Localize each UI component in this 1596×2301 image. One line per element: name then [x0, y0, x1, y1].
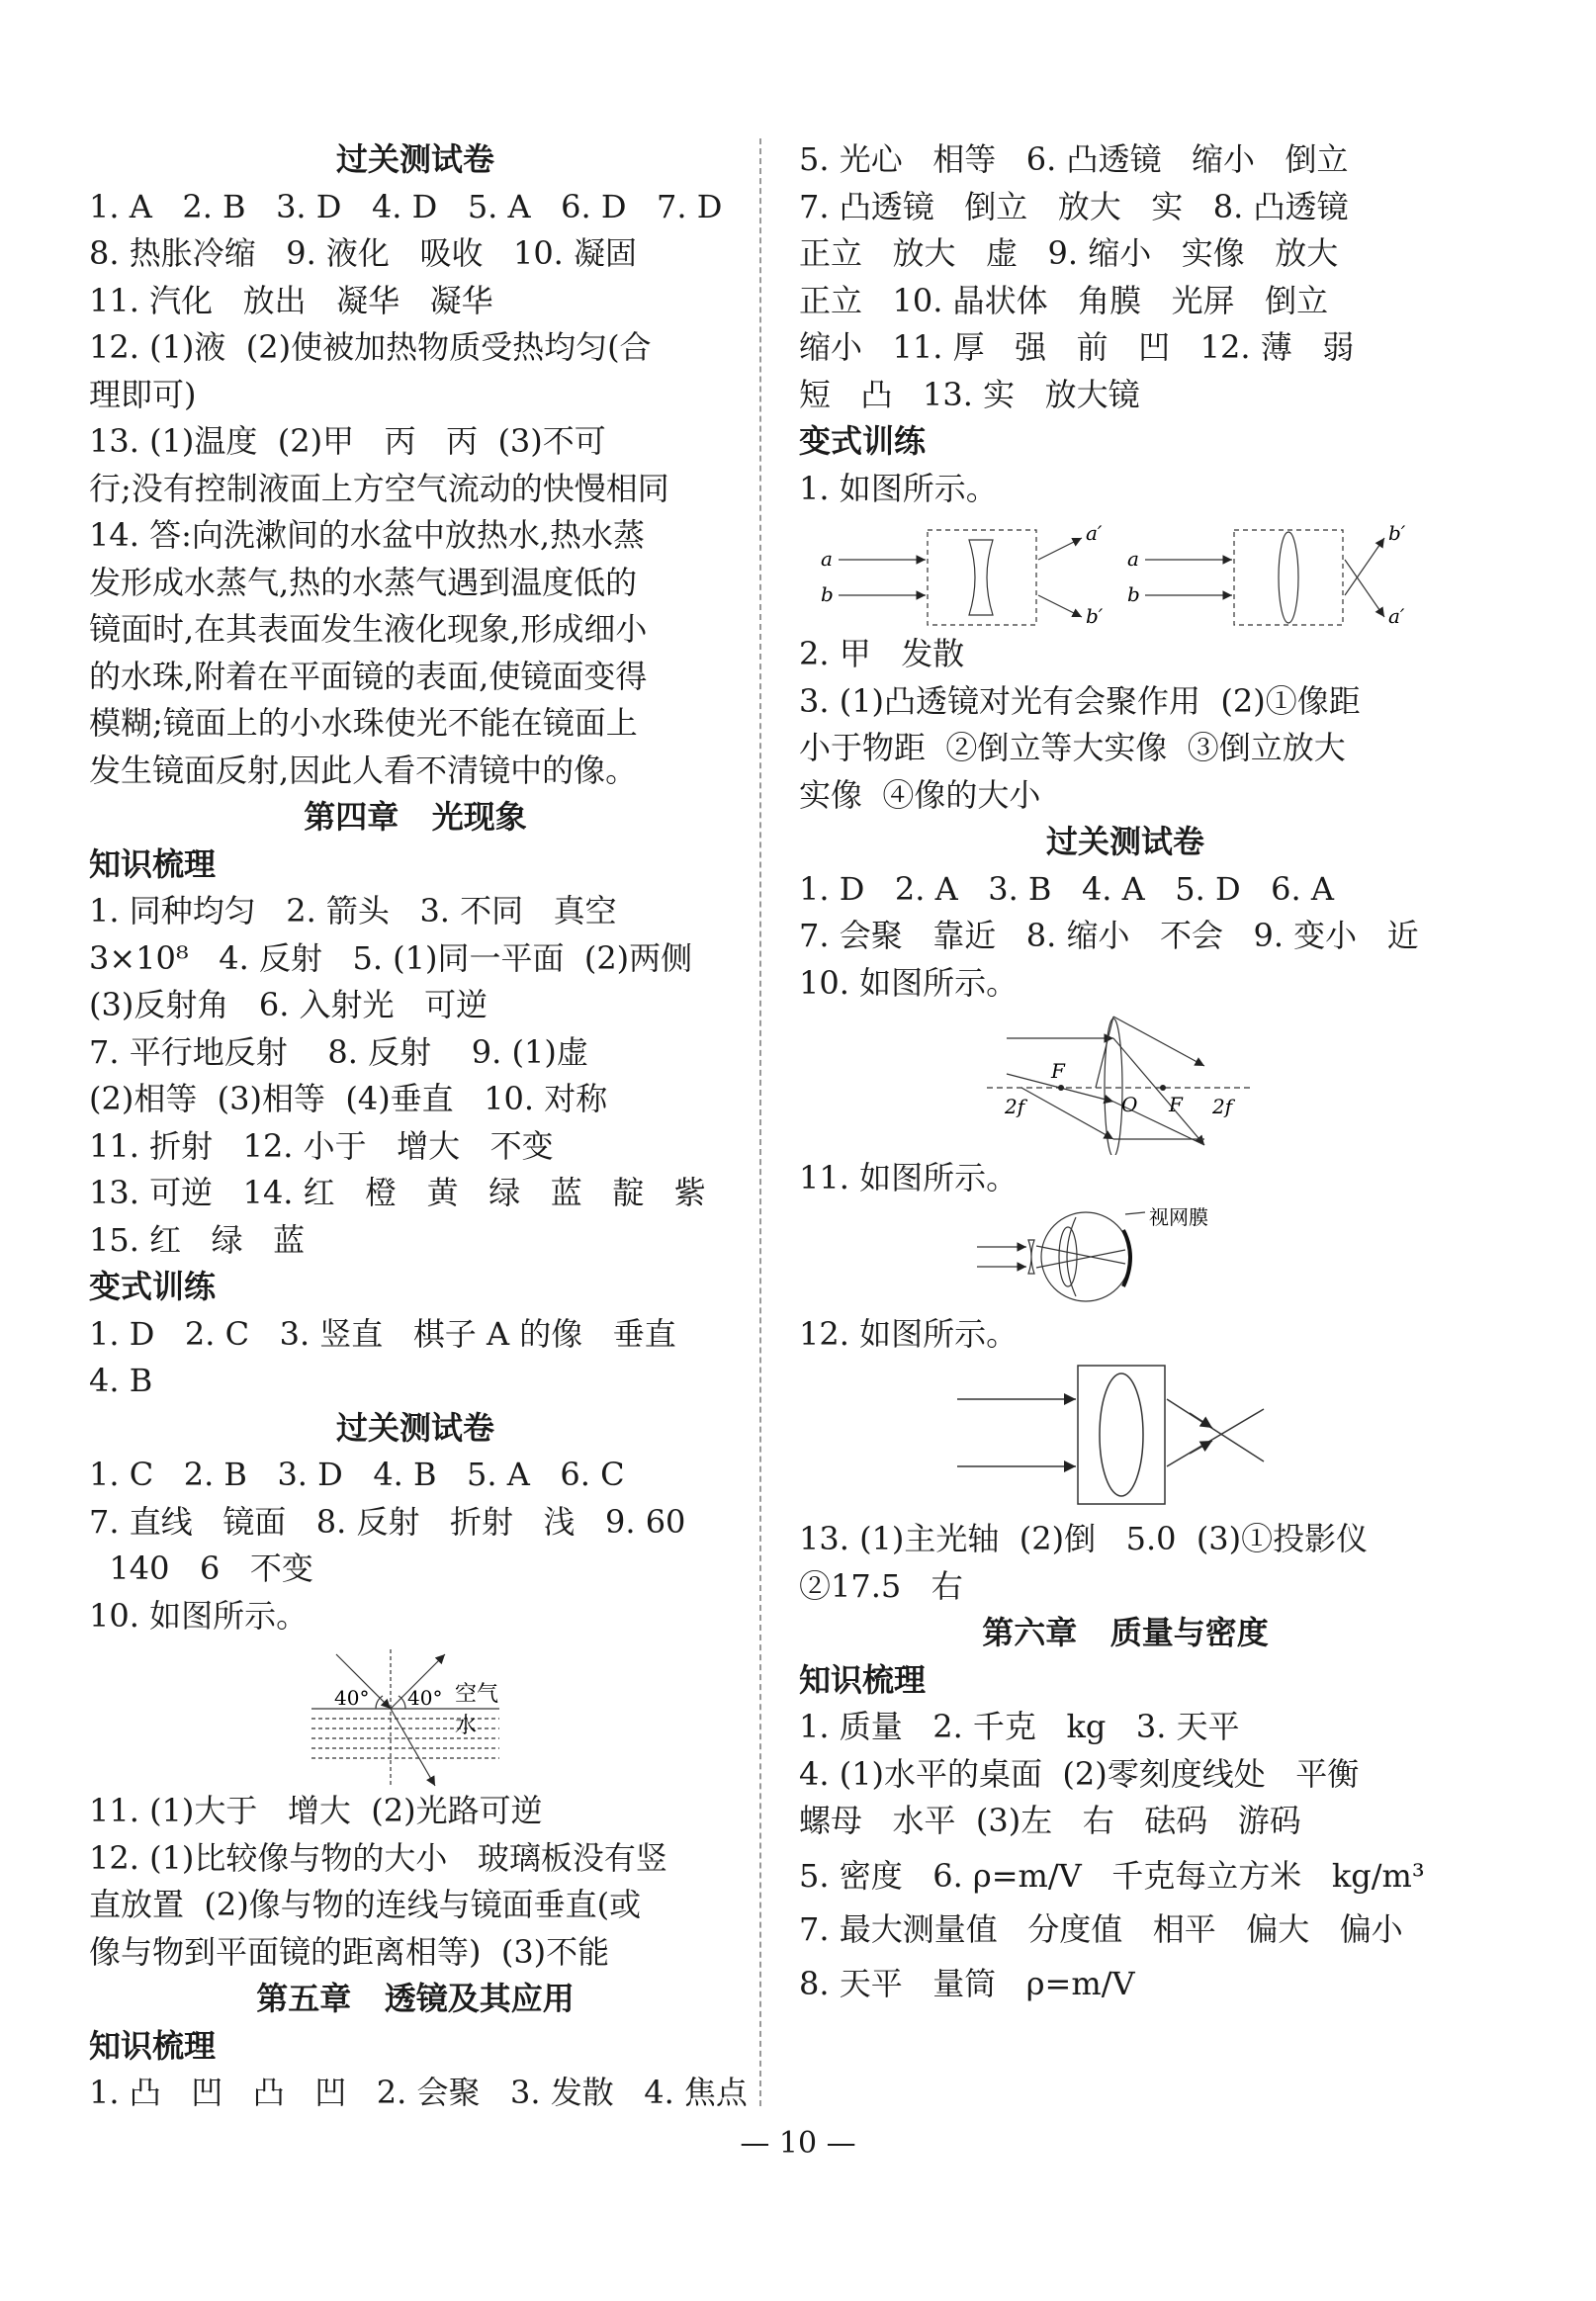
answer-line: 小于物距 ②倒立等大实像 ③倒立放大 [799, 729, 1346, 766]
twof-label: 2f [1212, 1095, 1233, 1118]
answer-line: 3×10⁸ 4. 反射 5. (1)同一平面 (2)两侧 [89, 938, 693, 977]
column-divider [759, 138, 761, 2106]
subsection-heading: 知识梳理 [799, 1660, 927, 1699]
answer-line: 行;没有控制液面上方空气流动的快慢相同 [89, 469, 669, 507]
answer-line: 14. 答:向洗漱间的水盆中放热水,热水蒸 [89, 516, 646, 554]
answer-line: 像与物到平面镜的距离相等) (3)不能 [89, 1932, 610, 1971]
answer-line: 11. 折射 12. 小于 增大 不变 [89, 1126, 554, 1165]
answer-line: 7. 最大测量值 分度值 相平 偏大 偏小 [799, 1909, 1403, 1948]
answer-line: 12. (1)比较像与物的大小 玻璃板没有竖 [89, 1838, 667, 1877]
answer-line: 13. (1)温度 (2)甲 丙 丙 (3)不可 [89, 422, 606, 460]
convex-lens-diagram [799, 1007, 1452, 1155]
answer-line: 11. 汽化 放出 凝华 凝华 [89, 281, 493, 319]
answer-line: 15. 红 绿 蓝 [89, 1220, 306, 1259]
section-heading: 第四章 光现象 [304, 798, 527, 836]
answer-line: 7. 直线 镜面 8. 反射 折射 浅 9. 60 [89, 1502, 686, 1541]
answer-line: 缩小 11. 厚 强 前 凹 12. 薄 弱 [799, 328, 1355, 366]
answer-line: 12. (1)液 (2)使被加热物质受热均匀(合 [89, 328, 652, 366]
answer-line: 1. C 2. B 3. D 4. B 5. A 6. C [89, 1456, 625, 1493]
angle-label: 40° [334, 1686, 370, 1710]
ray-label-a1: a′ [1086, 521, 1103, 545]
center-label: O [1121, 1093, 1138, 1116]
page-number: — 10 — [740, 2126, 856, 2161]
answer-line: 发形成水蒸气,热的水蒸气遇到温度低的 [89, 563, 638, 601]
answer-line: 11. 如图所示。 [799, 1159, 1019, 1196]
answer-line: 13. (1)主光轴 (2)倒 5.0 (3)①投影仪 [799, 1520, 1369, 1557]
answer-line: (3)反射角 6. 入射光 可逆 [89, 986, 488, 1023]
answer-line: 7. 会聚 靠近 8. 缩小 不会 9. 变小 近 [799, 917, 1419, 954]
answer-line: 8. 天平 量筒 ρ=m/V [799, 1965, 1135, 2002]
ray-label-b1: b′ [1086, 604, 1104, 628]
answer-line: ②17.5 右 [799, 1566, 963, 1605]
answer-line: 5. 密度 6. ρ=m/V 千克每立方米 kg/m³ [799, 1856, 1425, 1895]
answer-line: 140 6 不变 [89, 1549, 313, 1587]
answer-line: 8. 热胀冷缩 9. 液化 吸收 10. 凝固 [89, 234, 638, 272]
subsection-heading: 知识梳理 [89, 844, 217, 883]
answer-line: 螺母 水平 (3)左 右 砝码 游码 [799, 1802, 1301, 1839]
subsection-heading: 知识梳理 [89, 2026, 217, 2065]
section-heading: 过关测试卷 [335, 140, 494, 178]
twof-label: 2f [1005, 1095, 1025, 1118]
retina-label: 视网膜 [1149, 1204, 1208, 1229]
answer-line: 4. (1)水平的桌面 (2)零刻度线处 平衡 [799, 1754, 1360, 1793]
answer-line: 4. B [89, 1362, 153, 1399]
ray-label-a: a [1127, 547, 1139, 571]
answer-line: 10. 如图所示。 [89, 1596, 309, 1635]
answer-line: 1. 如图所示。 [799, 469, 998, 507]
left-column [89, 136, 748, 2117]
answer-line: 2. 甲 发散 [799, 635, 965, 672]
answer-line: 10. 如图所示。 [799, 963, 1019, 1002]
focus-label: F [1169, 1093, 1183, 1116]
answer-line: 1. 凸 凹 凸 凹 2. 会聚 3. 发散 4. 焦点 [89, 2074, 748, 2111]
answer-line: 13. 可逆 14. 红 橙 黄 绿 蓝 靛 紫 [89, 1174, 706, 1211]
lens-boxes-diagram [799, 512, 1452, 631]
ray-label-a1: a′ [1388, 604, 1405, 628]
answer-line: (2)相等 (3)相等 (4)垂直 10. 对称 [89, 1080, 608, 1117]
section-heading: 第五章 透镜及其应用 [256, 1980, 575, 2017]
lens-box-diagram [799, 1358, 1452, 1516]
right-column [799, 136, 1452, 2014]
focus-label: F [1051, 1059, 1065, 1083]
angle-label: 40° [407, 1686, 443, 1710]
answer-line: 理即可) [89, 375, 197, 413]
air-label: 空气 [455, 1682, 499, 1707]
answer-line: 7. 平行地反射 8. 反射 9. (1)虚 [89, 1032, 588, 1071]
answer-line: 11. (1)大于 增大 (2)光路可逆 [89, 1792, 543, 1829]
answer-line: 实像 ④像的大小 [799, 775, 1041, 814]
answer-line: 3. (1)凸透镜对光有会聚作用 (2)①像距 [799, 681, 1361, 720]
subsection-heading: 变式训练 [89, 1268, 217, 1305]
section-heading: 过关测试卷 [1045, 823, 1204, 860]
eye-diagram [799, 1202, 1452, 1311]
answer-line: 正立 10. 晶状体 角膜 光屏 倒立 [799, 281, 1329, 319]
answer-line: 1. 质量 2. 千克 kg 3. 天平 [799, 1708, 1240, 1745]
answer-line: 1. D 2. A 3. B 4. A 5. D 6. A [799, 869, 1334, 908]
answer-line: 1. 同种均匀 2. 箭头 3. 不同 真空 [89, 892, 617, 929]
refraction-diagram [89, 1639, 742, 1788]
subsection-heading: 变式训练 [799, 422, 927, 460]
answer-line: 发生镜面反射,因此人看不清镜中的像。 [89, 751, 638, 789]
answer-line: 镜面时,在其表面发生液化现象,形成细小 [89, 610, 648, 648]
answer-line: 1. A 2. B 3. D 4. D 5. A 6. D 7. D [89, 187, 723, 225]
ray-label-a: a [821, 547, 833, 571]
water-label: 水 [455, 1714, 478, 1738]
answer-line: 的水珠,附着在平面镜的表面,使镜面变得 [89, 657, 648, 695]
section-heading: 过关测试卷 [335, 1408, 494, 1447]
answer-line: 7. 凸透镜 倒立 放大 实 8. 凸透镜 [799, 187, 1349, 225]
ray-label-b: b [821, 582, 834, 606]
ray-label-b1: b′ [1388, 521, 1406, 545]
ray-label-b: b [1127, 582, 1140, 606]
section-heading: 第六章 质量与密度 [982, 1614, 1269, 1651]
answer-line: 12. 如图所示。 [799, 1314, 1019, 1353]
answer-line: 短 凸 13. 实 放大镜 [799, 375, 1140, 413]
answer-line: 1. D 2. C 3. 竖直 棋子 A 的像 垂直 [89, 1314, 676, 1353]
answer-line: 直放置 (2)像与物的连线与镜面垂直(或 [89, 1886, 642, 1923]
answer-line: 5. 光心 相等 6. 凸透镜 缩小 倒立 [799, 140, 1349, 178]
answer-line: 模糊;镜面上的小水珠使光不能在镜面上 [89, 704, 638, 742]
answer-line: 正立 放大 虚 9. 缩小 实像 放大 [799, 234, 1339, 272]
